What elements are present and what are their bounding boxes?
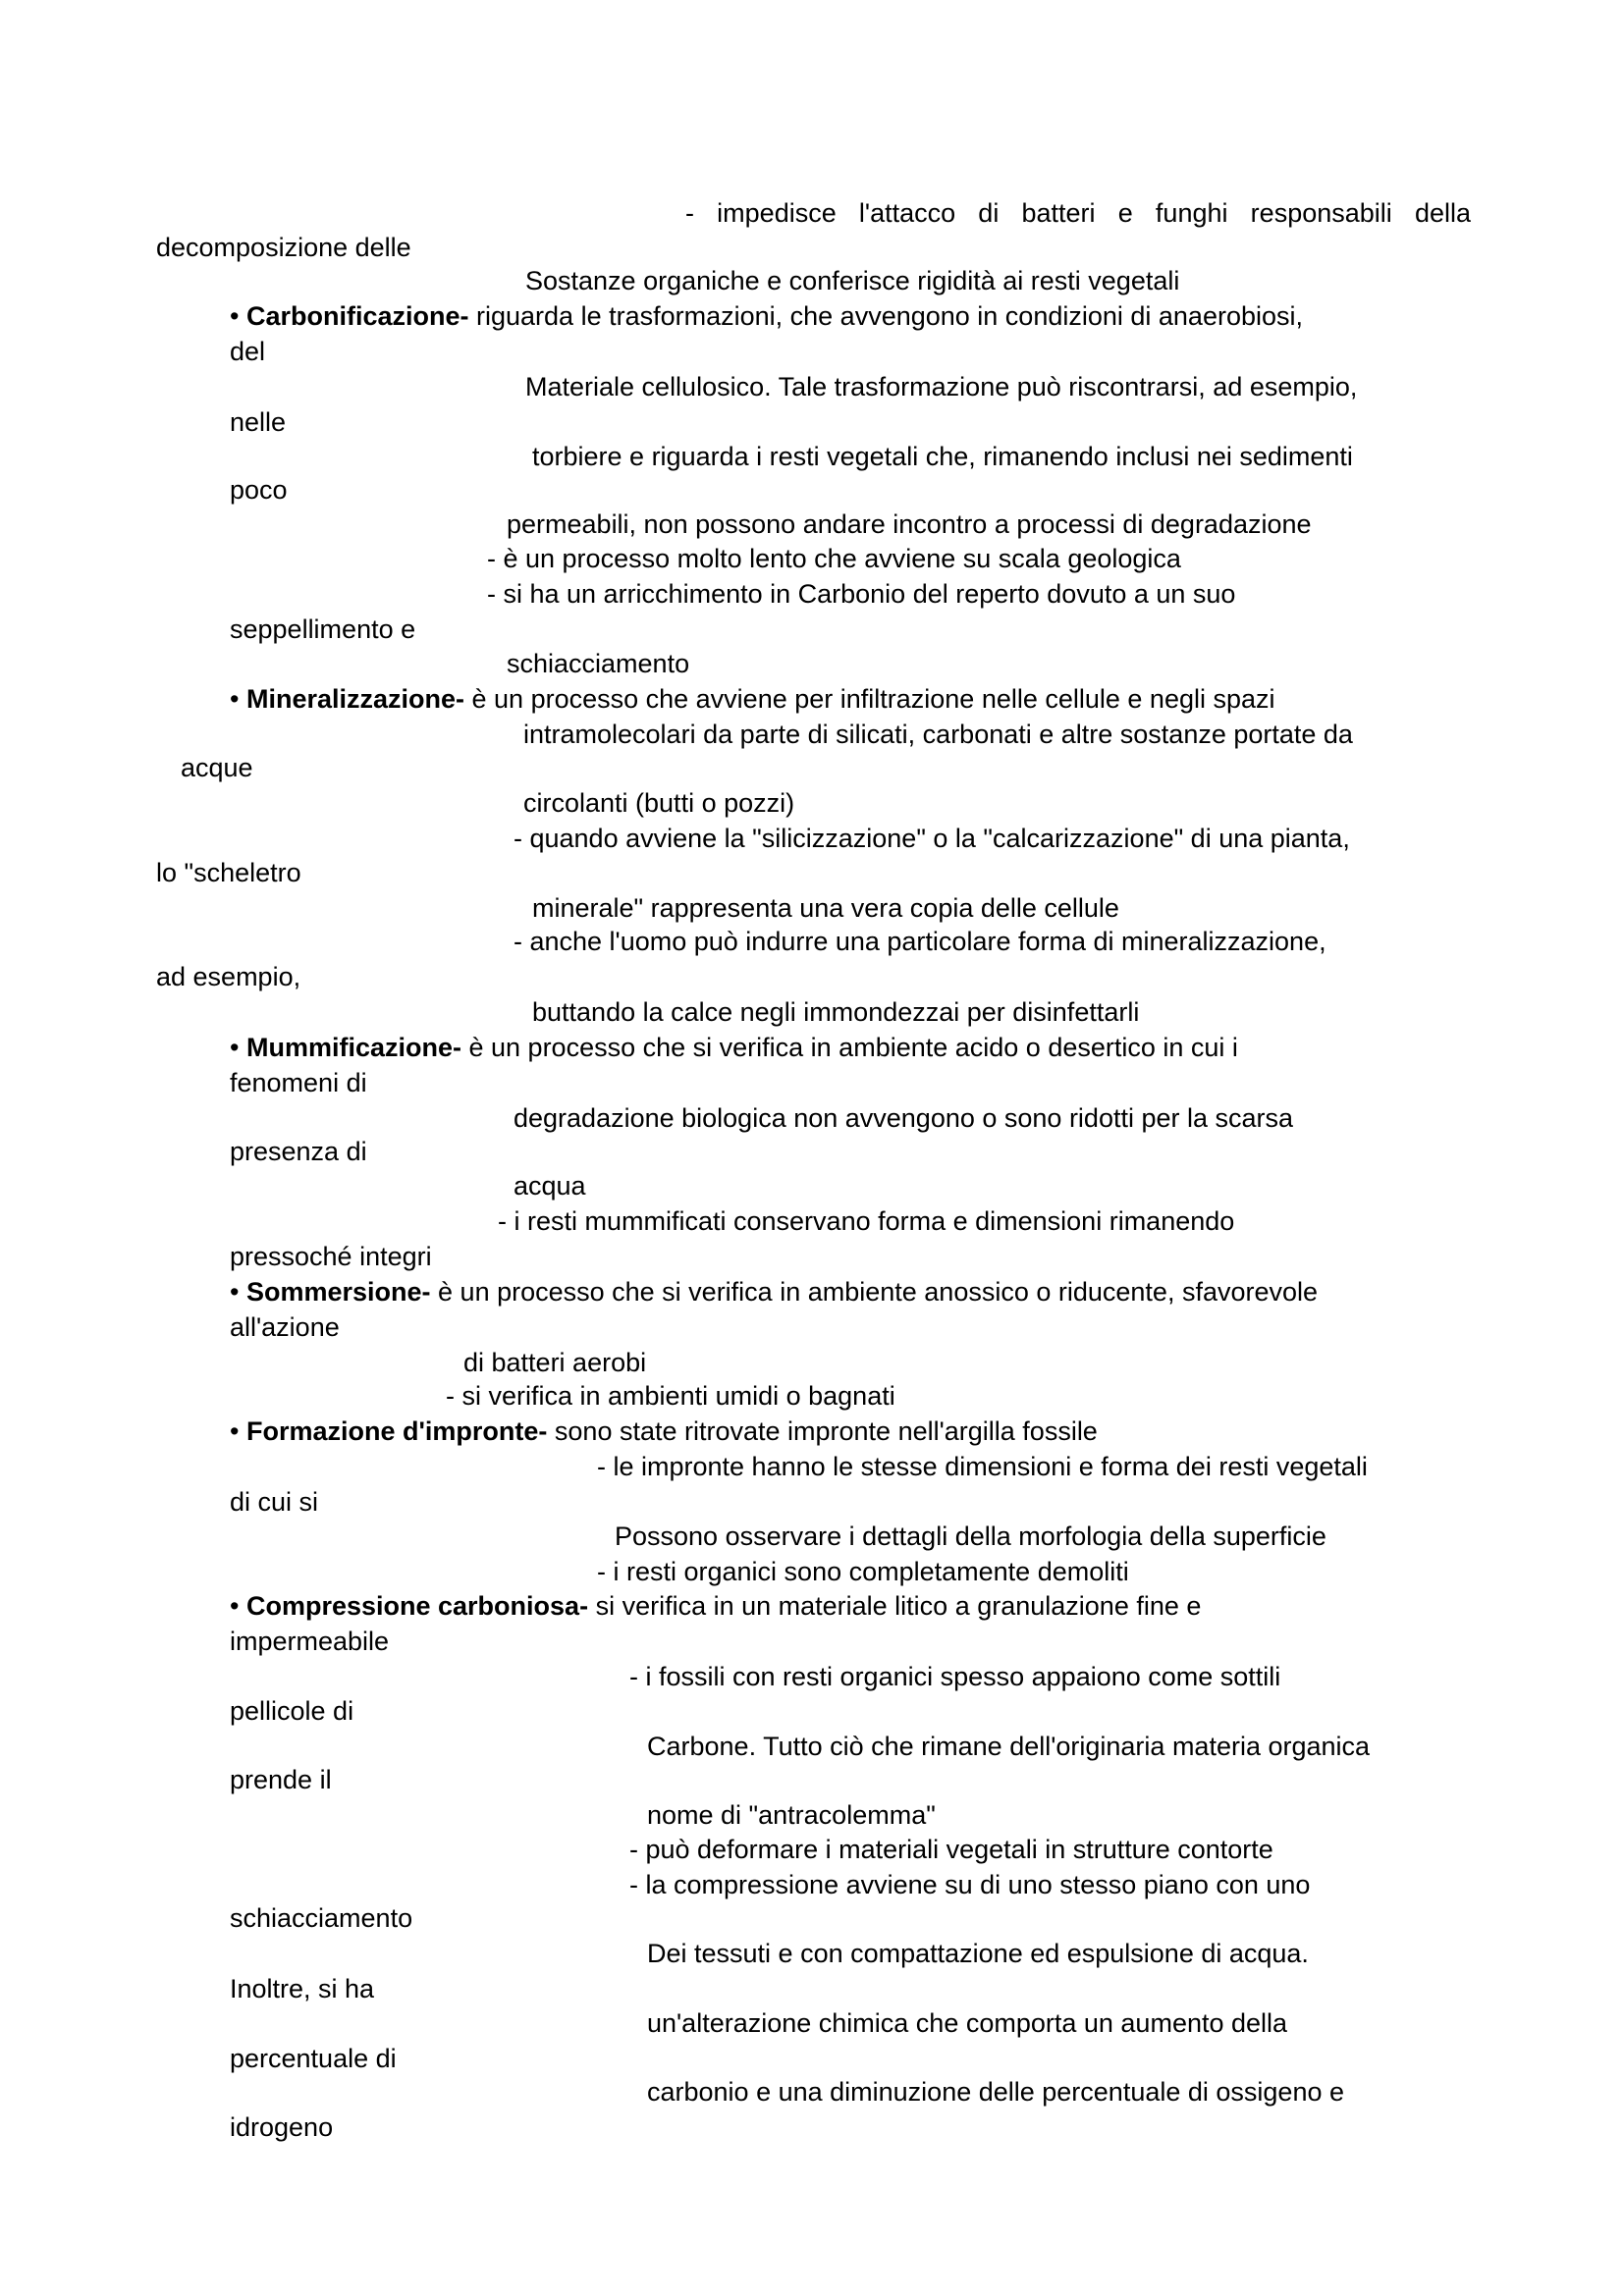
text-line: schiacciamento — [507, 649, 690, 678]
text-line: acqua — [514, 1171, 586, 1201]
text-line: impermeabile — [230, 1627, 390, 1656]
text-line: - i resti mummificati conservano forma e dimensioni rimanendo — [498, 1206, 1235, 1236]
bullet-icon: • — [230, 684, 240, 714]
bullet-line-formazione-impronte — [230, 1416, 1098, 1446]
bullet-text: sono state ritrovate impronte nell'argilla fossile — [547, 1416, 1098, 1446]
bullet-line-compressione-carboniosa — [230, 1591, 1201, 1621]
text-line: un'alterazione chimica che comporta un aumento della — [647, 2008, 1288, 2038]
text-line: - i fossili con resti organici spesso appaiono come sottili — [629, 1662, 1281, 1691]
bullet-line-mineralizzazione — [230, 684, 1275, 714]
bullet-label: Mineralizzazione- — [245, 684, 465, 714]
bullet-label: Sommersione- — [245, 1277, 431, 1307]
bullet-text: riguarda le trasformazioni, che avvengono in condizioni di anaerobiosi, — [468, 301, 1303, 331]
bullet-icon: • — [230, 1591, 240, 1621]
text-line: intramolecolari da parte di silicati, carbonati e altre sostanze portate da — [523, 720, 1353, 749]
text-line: - può deformare i materiali vegetali in strutture contorte — [629, 1835, 1273, 1864]
bullet-icon: • — [230, 1033, 240, 1062]
text-line: fenomeni di — [230, 1068, 367, 1097]
bullet-icon: • — [230, 1277, 240, 1307]
text-line: minerale" rappresenta una vera copia delle cellule — [532, 893, 1119, 923]
text-line: carbonio e una diminuzione delle percentuale di ossigeno e — [647, 2077, 1344, 2107]
text-line: di batteri aerobi — [463, 1348, 647, 1377]
text-line: - quando avviene la "silicizzazione" o la "calcarizzazione" di una pianta, — [514, 824, 1350, 853]
bullet-label: Carbonificazione- — [245, 301, 469, 331]
text-line: Sostanze organiche e conferisce rigidità ai resti vegetali — [525, 266, 1180, 295]
bullet-label: Mummificazione- — [245, 1033, 461, 1062]
text-line: Carbone. Tutto ciò che rimane dell'originaria materia organica — [647, 1732, 1371, 1761]
text-line: prende il — [230, 1765, 332, 1794]
text-line: all'azione — [230, 1312, 340, 1342]
text-line: - i resti organici sono completamente demoliti — [597, 1557, 1129, 1586]
bullet-line-mummificazione — [230, 1033, 1238, 1062]
text-line: schiacciamento — [230, 1903, 413, 1933]
text-line: - si ha un arricchimento in Carbonio del reperto dovuto a un suo — [487, 579, 1236, 609]
text-line: lo "scheletro — [156, 858, 301, 887]
text-line: poco — [230, 475, 288, 505]
text-line: permeabili, non possono andare incontro a processi di degradazione — [507, 509, 1312, 539]
text-line: di cui si — [230, 1487, 319, 1517]
text-line: degradazione biologica non avvengono o sono ridotti per la scarsa — [514, 1103, 1294, 1133]
bullet-text: è un processo che si verifica in ambiente acido o desertico in cui i — [461, 1033, 1238, 1062]
text-line: - la compressione avviene su di uno stesso piano con uno — [629, 1870, 1311, 1899]
text-line: pressoché integri — [230, 1242, 432, 1271]
text-line: percentuale di — [230, 2044, 397, 2073]
text-line: nelle — [230, 407, 287, 437]
text-line: - le impronte hanno le stesse dimensioni e forma dei resti vegetali — [597, 1452, 1368, 1481]
bullet-text: è un processo che avviene per infiltrazione nelle cellule e negli spazi — [464, 684, 1275, 714]
text-line: Dei tessuti e con compattazione ed espulsione di acqua. — [647, 1939, 1309, 1968]
text-line: seppellimento e — [230, 614, 416, 644]
bullet-text: si verifica in un materiale litico a granulazione fine e — [588, 1591, 1202, 1621]
bullet-text: è un processo che si verifica in ambiente anossico o riducente, sfavorevole — [430, 1277, 1319, 1307]
bullet-label: Formazione d'impronte- — [245, 1416, 548, 1446]
text-line: - si verifica in ambienti umidi o bagnati — [446, 1381, 895, 1411]
bullet-icon: • — [230, 1416, 240, 1446]
text-line: Materiale cellulosico. Tale trasformazione può riscontrarsi, ad esempio, — [525, 372, 1358, 401]
text-line: buttando la calce negli immondezzai per disinfettarli — [532, 997, 1140, 1027]
text-line: presenza di — [230, 1137, 367, 1166]
text-line: - è un processo molto lento che avviene su scala geologica — [487, 544, 1181, 573]
text-line: - anche l'uomo può indurre una particolare forma di mineralizzazione, — [514, 927, 1326, 956]
text-line: del — [230, 337, 266, 366]
text-line: decomposizione delle — [156, 233, 411, 262]
text-line: acque — [181, 753, 253, 782]
text-line: circolanti (butti o pozzi) — [523, 788, 795, 818]
text-line: ad esempio, — [156, 962, 301, 991]
bullet-line-carbonificazione — [230, 301, 1303, 331]
text-line: Possono osservare i dettagli della morfologia della superficie — [615, 1522, 1326, 1551]
text-line: pellicole di — [230, 1696, 354, 1726]
bullet-label: Compressione carboniosa- — [245, 1591, 589, 1621]
text-line: torbiere e riguarda i resti vegetali che, rimanendo inclusi nei sedimenti — [532, 442, 1353, 471]
text-line: - impedisce l'attacco di batteri e funghi responsabili della — [685, 198, 1471, 228]
text-line: idrogeno — [230, 2112, 334, 2142]
text-line: Inoltre, si ha — [230, 1974, 375, 2003]
bullet-line-sommersione — [230, 1277, 1318, 1307]
text-line: nome di "antracolemma" — [647, 1800, 936, 1830]
bullet-icon: • — [230, 301, 240, 331]
